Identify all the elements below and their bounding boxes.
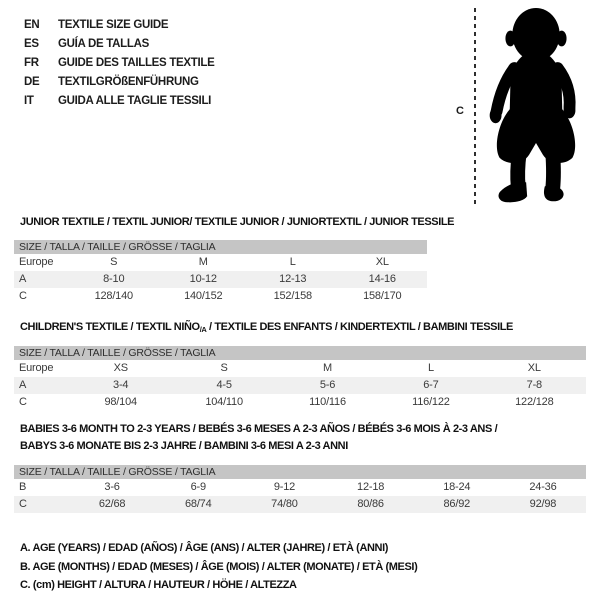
table-cell: XL bbox=[375, 256, 389, 268]
lang-row-en bbox=[24, 16, 215, 35]
lang-row-de bbox=[24, 73, 215, 92]
size-header-bar: SIZE / TALLA / TAILLE / GRÖSSE / TAGLIA bbox=[14, 465, 586, 479]
table-cell: 98/104 bbox=[104, 396, 137, 408]
table-cell: XS bbox=[113, 362, 128, 374]
table-cell: 86/92 bbox=[443, 498, 471, 510]
table-cell: 10-12 bbox=[189, 273, 217, 285]
table-cell: 12-18 bbox=[357, 481, 385, 493]
size-header-bar: SIZE / TALLA / TAILLE / GRÖSSE / TAGLIA bbox=[14, 240, 427, 254]
note-age-months: B. AGE (MONTHS) / EDAD (MESES) / ÂGE (MOIS) / ALTER (MONATE) / ETÀ (MESI) bbox=[20, 560, 418, 573]
table-cell: 6-7 bbox=[423, 379, 439, 391]
table-header-row bbox=[14, 254, 427, 271]
table-cell: S bbox=[110, 256, 118, 268]
table-cell: 122/128 bbox=[515, 396, 554, 408]
table-cell: 7-8 bbox=[526, 379, 542, 391]
babies-section-title-line2: BABYS 3-6 MONATE BIS 2-3 JAHRE / BAMBINI 3-6 MESI A 2-3 ANNI bbox=[20, 440, 348, 452]
lang-code: DE bbox=[24, 76, 40, 88]
lang-code: IT bbox=[24, 95, 34, 107]
children-title-post: / TEXTILE DES ENFANTS / KINDERTEXTIL / BAMBINI TESSILE bbox=[206, 321, 513, 333]
height-dashed-line bbox=[474, 8, 476, 208]
note-age-years: A. AGE (YEARS) / EDAD (AÑOS) / ÂGE (ANS) / ALTER (JAHRE) / ETÀ (ANNI) bbox=[20, 542, 388, 554]
children-title-subscript: /A bbox=[199, 325, 207, 334]
lang-code: FR bbox=[24, 57, 39, 69]
lang-label: TEXTILE SIZE GUIDE bbox=[58, 19, 169, 31]
lang-label: TEXTILGRÖßENFÜHRUNG bbox=[58, 76, 199, 88]
lang-label: GUIDE DES TAILLES TEXTILE bbox=[58, 57, 215, 69]
note-height-cm: C. (cm) HEIGHT / ALTURA / HAUTEUR / HÖHE / ALTEZZA bbox=[20, 579, 297, 591]
row-label: C bbox=[19, 396, 27, 408]
table-cell: 74/80 bbox=[271, 498, 298, 510]
table-row-a bbox=[14, 377, 586, 394]
table-cell: XL bbox=[527, 362, 541, 374]
language-title-list bbox=[24, 16, 215, 111]
legend-notes bbox=[20, 539, 417, 595]
table-cell: 14-16 bbox=[368, 273, 396, 285]
row-label: C bbox=[19, 498, 27, 510]
table-cell: 110/116 bbox=[309, 396, 346, 408]
children-title-pre: CHILDREN'S TEXTILE / TEXTIL NIÑO bbox=[20, 321, 200, 333]
junior-section-title: JUNIOR TEXTILE / TEXTIL JUNIOR/ TEXTILE JUNIOR / JUNIORTEXTIL / JUNIOR TESSILE bbox=[20, 216, 455, 228]
lang-code: ES bbox=[24, 38, 39, 50]
table-cell: 5-6 bbox=[319, 379, 336, 391]
table-cell: 18-24 bbox=[443, 481, 471, 493]
lang-row-it bbox=[24, 92, 215, 111]
table-cell: 24-36 bbox=[529, 481, 557, 493]
children-section-title bbox=[20, 321, 513, 334]
table-cell: 80/86 bbox=[357, 498, 384, 510]
row-label: Europe bbox=[19, 362, 54, 374]
table-cell: M bbox=[198, 256, 208, 268]
table-cell: 3-4 bbox=[113, 379, 129, 391]
row-label: A bbox=[19, 379, 27, 391]
table-cell: 12-13 bbox=[279, 273, 307, 285]
table-cell: 4-5 bbox=[216, 379, 232, 391]
table-cell: 8-10 bbox=[103, 273, 125, 285]
table-cell: 140/152 bbox=[184, 290, 223, 302]
table-cell: 116/122 bbox=[412, 396, 450, 408]
table-cell: 104/110 bbox=[205, 396, 243, 408]
babies-size-table bbox=[14, 465, 586, 513]
table-row-a bbox=[14, 271, 427, 288]
children-size-table bbox=[14, 346, 586, 411]
table-cell: 152/158 bbox=[273, 290, 312, 302]
baby-silhouette-icon bbox=[480, 5, 592, 207]
table-row-c bbox=[14, 496, 586, 513]
table-cell: 158/170 bbox=[363, 290, 402, 302]
lang-row-es bbox=[24, 35, 215, 54]
lang-row-fr bbox=[24, 54, 215, 73]
lang-code: EN bbox=[24, 19, 40, 31]
table-cell: L bbox=[427, 362, 434, 374]
row-label: C bbox=[19, 290, 27, 302]
table-row-c bbox=[14, 394, 586, 411]
table-cell: 62/68 bbox=[98, 498, 126, 510]
table-cell: S bbox=[220, 362, 228, 374]
table-row-c bbox=[14, 288, 427, 305]
table-cell: 68/74 bbox=[184, 498, 212, 510]
table-cell: 92/98 bbox=[529, 498, 557, 510]
babies-section-title-line1: BABIES 3-6 MONTH TO 2-3 YEARS / BEBÉS 3-6 MESES A 2-3 AÑOS / BÉBÉS 3-6 MOIS À 2-3 ANS / bbox=[20, 423, 498, 435]
size-header-bar: SIZE / TALLA / TAILLE / GRÖSSE / TAGLIA bbox=[14, 346, 586, 360]
table-cell: L bbox=[289, 256, 296, 268]
table-cell: 128/140 bbox=[94, 290, 133, 302]
row-label: A bbox=[19, 273, 27, 285]
row-label: Europe bbox=[19, 256, 54, 268]
lang-label: GUÍA DE TALLAS bbox=[58, 38, 149, 50]
junior-size-table bbox=[14, 240, 427, 305]
table-cell: M bbox=[323, 362, 332, 374]
table-header-row bbox=[14, 360, 586, 377]
table-cell: 3-6 bbox=[104, 481, 120, 493]
table-row-b bbox=[14, 479, 586, 496]
row-label: B bbox=[19, 481, 27, 493]
table-cell: 9-12 bbox=[273, 481, 296, 493]
lang-label: GUIDA ALLE TAGLIE TESSILI bbox=[58, 95, 212, 107]
height-c-label: C bbox=[456, 105, 464, 117]
table-cell: 6-9 bbox=[190, 481, 206, 493]
